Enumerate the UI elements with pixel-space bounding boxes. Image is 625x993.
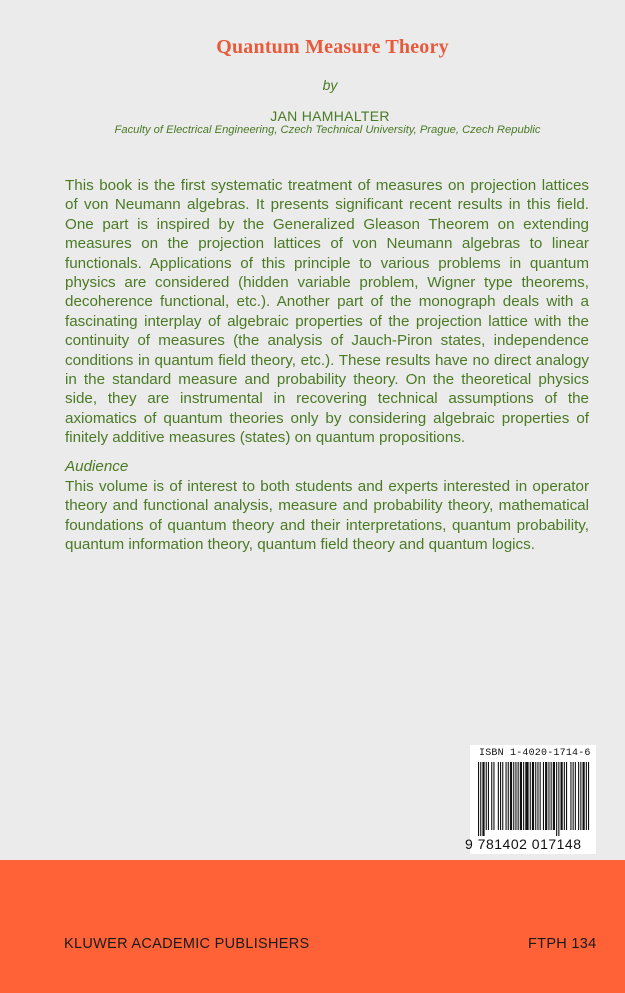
barcode-bar bbox=[535, 762, 536, 830]
isbn-number: ISBN 1-4020-1714-6 bbox=[479, 748, 591, 759]
barcode-bar bbox=[551, 762, 552, 830]
barcode-bar bbox=[543, 762, 544, 830]
author-name: JAN HAMHALTER bbox=[270, 108, 390, 124]
barcode-bar bbox=[575, 762, 576, 830]
audience-text: This volume is of interest to both students and experts interested in operator theory and functional analysis, measure and probability theory, mathematical foundations of quantum theory and their interpretations, quantum probability, quantum information theory, quantum field theory and quantum logics. bbox=[65, 478, 589, 554]
barcode-bar bbox=[530, 762, 531, 830]
barcode-bar bbox=[558, 762, 559, 836]
barcode-bar bbox=[480, 762, 481, 836]
barcode-bar bbox=[561, 762, 563, 830]
barcode-bar bbox=[553, 762, 555, 830]
barcode-bar bbox=[525, 762, 528, 830]
barcode-bar bbox=[586, 762, 587, 830]
barcode-bar bbox=[518, 762, 519, 830]
barcode-bar bbox=[506, 762, 507, 830]
barcode-bar bbox=[500, 762, 501, 830]
barcode-bar bbox=[482, 762, 484, 836]
barcode-bar bbox=[570, 762, 571, 830]
series-number: FTPH 134 bbox=[528, 936, 597, 952]
barcode-bar bbox=[580, 762, 581, 830]
barcode-bar bbox=[583, 762, 585, 830]
description-text: This book is the first systematic treatment of measures on projection lattices of von Neumann algebras. It presents significant recent results in this field. One part is inspired by the Generalized Gleason Theorem on extending measures on the projection lattices of von Neumann algebras to linear functionals. Applications of this principle to various problems in quantum physics are considered (hidden variable problem, Wigner type theorems, decoherence functional, etc.). Another part of the monograph deals with a fascinating interplay of algebraic properties of the projection lattice with the continuity of measures (the analysis of Jauch-Piron states, independence conditions in quantum field theory, etc.). These results have no direct analogy in the standard measure and probability theory. On the theoretical physics side, they are instrumental in recovering technical assumptions of the axiomatics of quantum theories only by considering algebraic properties of finitely additive measures (states) on quantum propositions. bbox=[65, 177, 589, 447]
footer-band bbox=[0, 860, 625, 993]
barcode-bar bbox=[508, 762, 509, 830]
barcode-bar bbox=[515, 762, 516, 830]
barcode-bar bbox=[548, 762, 549, 830]
barcode-bar bbox=[486, 762, 487, 830]
barcode-bar bbox=[520, 762, 522, 830]
barcode-bar bbox=[502, 762, 503, 830]
publisher-name: KLUWER ACADEMIC PUBLISHERS bbox=[64, 936, 310, 952]
barcode-bar bbox=[578, 762, 579, 830]
barcode-bar bbox=[537, 762, 538, 830]
barcode-bar bbox=[478, 762, 479, 836]
author-affiliation: Faculty of Electrical Engineering, Czech Technical University, Prague, Czech Republic bbox=[114, 124, 541, 136]
barcode-bar bbox=[564, 762, 565, 830]
book-title: Quantum Measure Theory bbox=[216, 36, 449, 58]
barcode-bar bbox=[540, 762, 541, 830]
barcode-bar bbox=[588, 762, 589, 830]
barcode-bar bbox=[510, 762, 512, 830]
barcode-bar bbox=[532, 762, 534, 830]
barcode-bar bbox=[545, 762, 547, 830]
barcode-bar bbox=[498, 762, 499, 830]
book-description bbox=[65, 176, 589, 448]
barcode-bar bbox=[573, 762, 574, 830]
barcode-bar bbox=[491, 762, 492, 830]
barcode-bar bbox=[556, 762, 557, 836]
barcode-bar bbox=[523, 762, 524, 830]
by-label: by bbox=[322, 77, 338, 93]
barcode-image bbox=[476, 762, 592, 836]
barcode-bar bbox=[513, 762, 514, 830]
barcode-bar bbox=[566, 762, 567, 830]
audience-heading: Audience bbox=[65, 458, 129, 475]
barcode-bar bbox=[488, 762, 489, 830]
ean-number: 9 781402 017148 bbox=[465, 836, 582, 852]
barcode-bar bbox=[493, 762, 494, 830]
